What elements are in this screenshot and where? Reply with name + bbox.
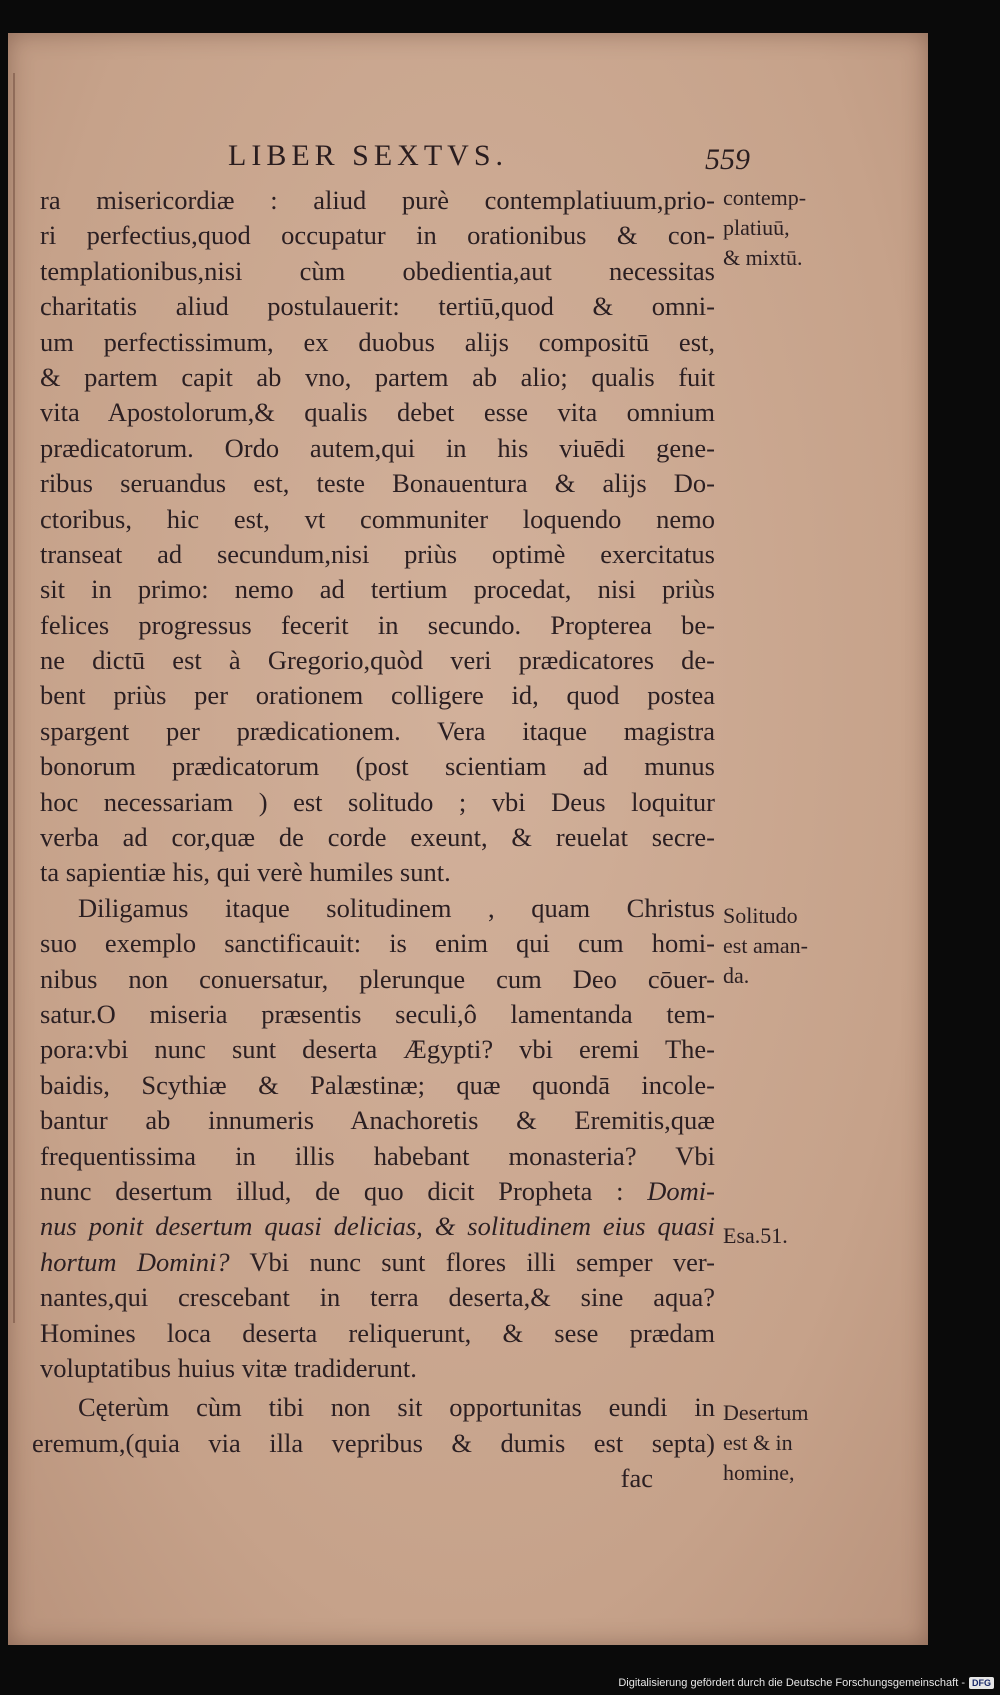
text-line: spargent per prædicationem. Vera itaque magistra [40,715,715,746]
text-line: suo exemplo sanctificauit: is enim qui cum homi- [40,928,715,959]
text-line: Homines loca deserta reliquerunt, & sese prædam [40,1317,715,1348]
text-line: ribus seruandus est, teste Bonauentura & alijs Do- [40,468,715,499]
main-text [32,183,715,1496]
text-line: ra misericordiæ : aliud purè contemplatiuum,prio- [40,185,715,215]
text-line: frequentissima in illis habebant monasteria? Vbi [40,1140,715,1171]
text-line: satur.O miseria præsentis seculi,ô lamentanda tem- [40,998,715,1029]
marginal-note-line: Esa.51. [723,1223,788,1248]
scripture-quote: nus ponit desertum quasi delicias, & solitudinem eius quasi [40,1211,715,1242]
text-line [40,1174,715,1209]
text-line: ri perfectius,quod occupatur in orationibus & con- [40,220,715,251]
text-line: felices progressus fecerit in secundo. Propterea be- [40,609,715,640]
marginal-note-line: da. [723,963,750,988]
text-line: ne dictū est à Gregorio,quòd veri prædicatores de- [40,645,715,676]
running-title: LIBER SEXTVS. [228,139,509,172]
gutter-shadow [13,73,15,1323]
text-line: um perfectissimum, ex duobus alijs compositū est, [40,326,715,357]
text-line: pora:vbi nunc sunt deserta Ægypti? vbi eremi The- [40,1034,715,1065]
marginal-note [723,901,843,991]
dfg-logo: DFG [969,1677,994,1689]
text-line [40,1245,715,1280]
catchword: fac [620,1463,653,1494]
marginal-note-line: & mixtū. [723,245,803,270]
book-page [8,33,928,1645]
marginal-note [723,1398,843,1488]
text-run: nunc desertum illud, de quo dicit Propheta : [40,1175,624,1206]
text-run: Vbi nunc sunt flores illi semper ver- [249,1246,715,1277]
marginal-note-line: contemp- [723,185,807,210]
text-line: bantur ab innumeris Anachoretis & Eremitis,quæ [40,1105,715,1136]
text-line: ctoribus, hic est, vt communiter loquendo nemo [40,503,715,534]
page-number: 559 [705,143,750,176]
text-line: verba ad cor,quæ de corde exeunt, & reuelat secre- [40,822,715,853]
marginal-note-line: homine, [723,1460,795,1485]
text-line: ta sapientiæ his, qui verè humiles sunt. [40,857,451,888]
text-line: bent priùs per orationem colligere id, quod postea [40,680,715,711]
marginal-note [723,183,843,273]
scripture-quote: Domi- [647,1175,715,1206]
text-line: bonorum prædicatorum (post scientiam ad munus [40,751,715,782]
credit-text: Digitalisierung gefördert durch die Deutsche Forschungsgemeinschaft - [618,1677,965,1689]
marginal-note-line: est aman- [723,933,808,958]
marginal-note-line: Solitudo [723,903,798,928]
digitization-credit [618,1677,994,1689]
text-line: nantes,qui crescebant in terra deserta,& sine aqua? [40,1282,715,1313]
text-line: hoc necessariam ) est solitudo ; vbi Deus loquitur [40,786,715,817]
marginal-note-line: Desertum [723,1400,809,1425]
text-line: Diligamus itaque solitudinem , quam Christus [78,892,715,923]
text-line: & partem capit ab vno, partem ab alio; qualis fuit [40,361,715,392]
marginal-note-line: est & in [723,1430,793,1455]
marginal-note [723,1221,843,1251]
marginal-note-line: platiuū, [723,215,790,240]
text-line: vita Apostolorum,& qualis debet esse vita omnium [40,397,715,428]
text-line: Cęterùm cùm tibi non sit opportunitas eundi in [78,1392,715,1423]
text-line: prædicatorum. Ordo autem,qui in his viuēdi gene- [40,432,715,463]
text-line: eremum,(quia via illa vepribus & dumis est septa) [32,1427,715,1458]
text-line: transeat ad secundum,nisi priùs optimè exercitatus [40,538,715,569]
text-line: charitatis aliud postulauerit: tertiū,quod & omni- [40,291,715,322]
text-line: baidis, Scythiæ & Palæstinæ; quæ quondā incole- [40,1069,715,1100]
text-line: nibus non conuersatur, plerunque cum Deo cōuer- [40,963,715,994]
text-line: voluptatibus huius vitæ tradiderunt. [40,1352,417,1383]
text-line: sit in primo: nemo ad tertium procedat, nisi priùs [40,574,715,605]
text-line: templationibus,nisi cùm obedientia,aut necessitas [40,255,715,286]
scripture-quote: hortum Domini? [40,1246,230,1277]
